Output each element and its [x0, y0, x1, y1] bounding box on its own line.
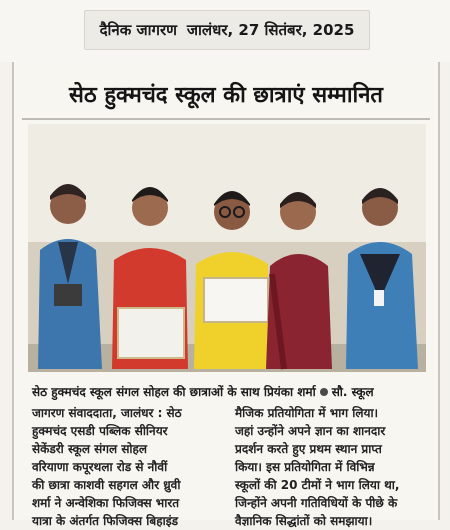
column-left-line: वरियाणा कपूरथला रोड से नौवीं [32, 460, 168, 474]
column-right [235, 404, 426, 528]
column-right-line: प्रदर्शन करते हुए प्रथम स्थान प्राप्त [235, 442, 382, 456]
brand-name: दैनिक जागरण [99, 21, 177, 39]
column-right-line: जहां उन्होंने अपने ज्ञान का शानदार [235, 424, 386, 438]
column-right-line: किया। इस प्रतियोगिता में विभिन्न [235, 460, 375, 474]
column-left-line: शर्मा ने अन्वेशिका फिजिक्स भारत [32, 496, 180, 510]
news-clipping [12, 62, 440, 528]
column-right-line: स्कूलों की 20 टीमों ने भाग लिया था, [235, 478, 400, 492]
column-right-line: जिन्होंने अपनी गतिविधियों के पीछे के [235, 496, 398, 510]
column-left-line: यात्रा के अंतर्गत फिजिक्स बिहाइंड [32, 514, 179, 528]
photo-caption [32, 382, 420, 402]
masthead [0, 0, 450, 62]
group-photo [28, 124, 426, 372]
caption-text: सेठ हुक्मचंद स्कूल संगल सोहल की छात्राओं के साथ प्रियंका शर्मा [32, 385, 316, 399]
column-left-line: की छात्रा काशवी सहगल और ध्रुवी [32, 478, 181, 492]
column-right-line: वैज्ञानिक सिद्धांतों को समझाया। [235, 514, 373, 528]
newspaper-brand [84, 10, 370, 50]
column-left-line: सेकेंडरी स्कूल संगल सोहल [32, 442, 148, 456]
column-left-line: हुक्मचंद एसडी पब्लिक सीनियर [32, 424, 168, 438]
column-left [32, 404, 223, 528]
dateline: जालंधर, 27 सितंबर, 2025 [186, 21, 355, 39]
headline: सेठ हुक्मचंद स्कूल की छात्राएं सम्मानित [69, 83, 383, 108]
bullet-icon [320, 388, 328, 396]
caption-tag: सौ. स्कूल [331, 385, 374, 399]
photo-illustration [28, 124, 426, 372]
column-right-line: मैजिक प्रतियोगिता में भाग लिया। [235, 406, 379, 420]
article-body [32, 404, 426, 528]
byline: जागरण संवाददाता, जालंधर : सेठ [32, 406, 182, 420]
divider [22, 118, 430, 120]
